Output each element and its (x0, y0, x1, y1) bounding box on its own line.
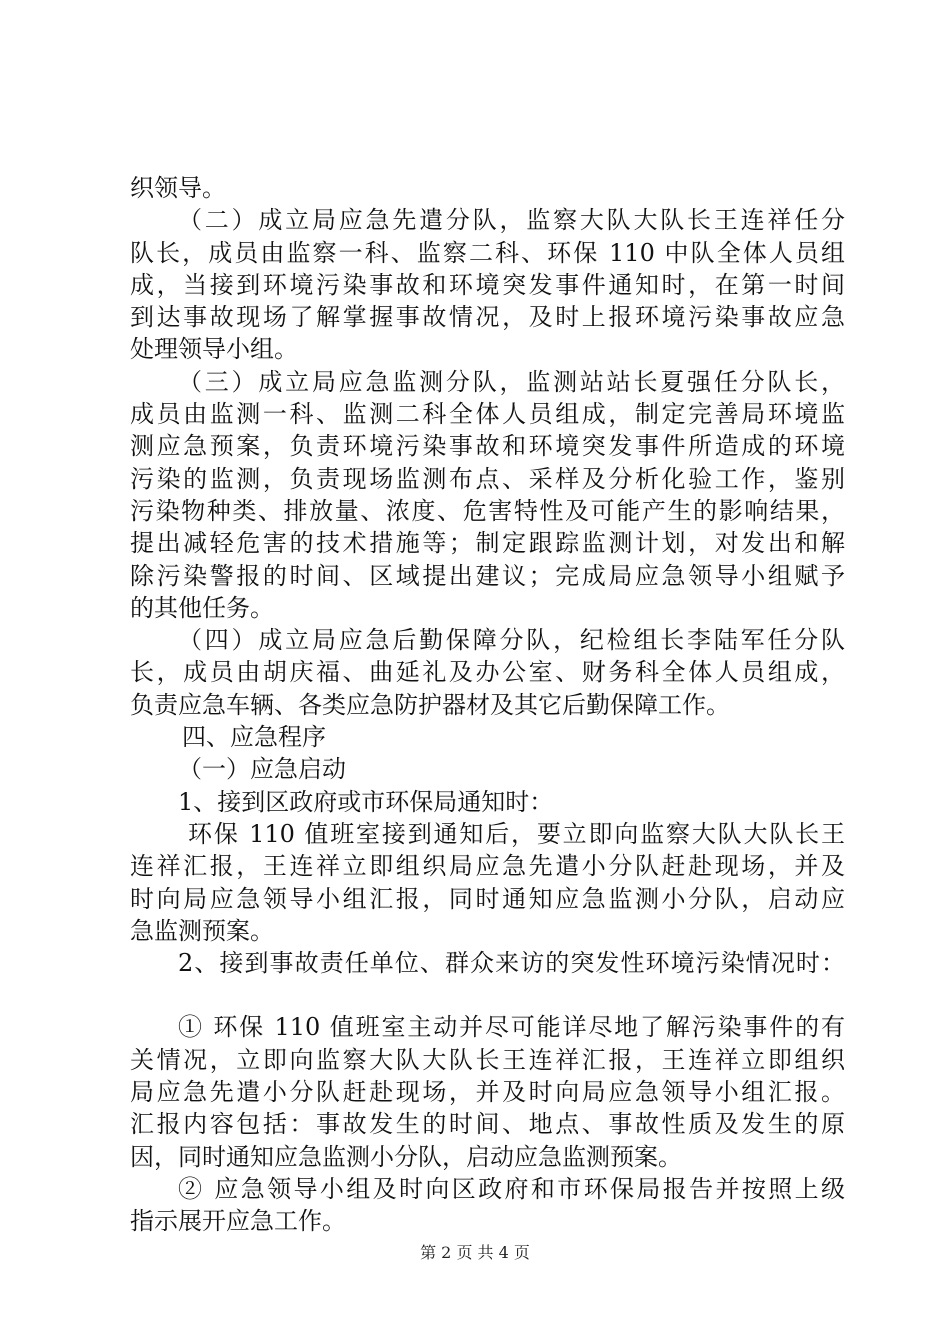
page-number-footer: 第 2 页 共 4 页 (420, 1243, 530, 1262)
text-line: （三）成立局应急监测分队，监测站站长夏强任分队长， (178, 367, 845, 396)
text-line: 成员由监测一科、监测二科全体人员组成，制定完善局环境监 (130, 400, 845, 429)
text-line: 测应急预案，负责环境污染事故和环境突发事件所造成的环境 (130, 432, 845, 461)
text-line: 长，成员由胡庆福、曲延礼及办公室、财务科全体人员组成， (130, 658, 845, 687)
text-line: 2、接到事故责任单位、群众来访的突发性环境污染情况时： (178, 949, 845, 978)
text-line: 汇报内容包括：事故发生的时间、地点、事故性质及发生的原 (130, 1110, 845, 1139)
section-heading: 四、应急程序 (182, 723, 326, 752)
text-line: 处理领导小组。 (130, 335, 298, 364)
text-line: 关情况，立即向监察大队大队长王连祥汇报，王连祥立即组织 (130, 1045, 845, 1074)
text-line: ② 应急领导小组及时向区政府和市环保局报告并按照上级 (178, 1174, 845, 1203)
text-line: 提出减轻危害的技术措施等；制定跟踪监测计划，对发出和解 (130, 529, 845, 558)
text-line: 的其他任务。 (130, 593, 274, 622)
text-line: 连祥汇报，王连祥立即组织局应急先遣小分队赶赴现场，并及 (130, 852, 845, 881)
text-line: 因，同时通知应急监测小分队，启动应急监测预案。 (130, 1142, 682, 1171)
text-line: 指示展开应急工作。 (130, 1207, 346, 1236)
subsection-heading: （一）应急启动 (178, 755, 346, 784)
text-line: 环保 110 值班室接到通知后，要立即向监察大队大队长王 (188, 819, 845, 848)
text-line: 织领导。 (130, 174, 226, 202)
text-line: 时向局应急领导小组汇报，同时通知应急监测小分队，启动应 (130, 884, 845, 913)
document-body (130, 172, 845, 1238)
text-line: 污染的监测，负责现场监测布点、采样及分析化验工作，鉴别 (130, 464, 845, 493)
blank-line (130, 979, 845, 1011)
text-line: （二）成立局应急先遣分队，监察大队大队长王连祥任分 (178, 206, 845, 235)
text-line: 急监测预案。 (130, 916, 274, 945)
text-line: 成，当接到环境污染事故和环境突发事件通知时，在第一时间 (130, 270, 845, 299)
text-line: 除污染警报的时间、区域提出建议；完成局应急领导小组赋予 (130, 561, 845, 590)
text-line: 负责应急车辆、各类应急防护器材及其它后勤保障工作。 (130, 690, 730, 719)
text-line: 污染物种类、排放量、浓度、危害特性及可能产生的影响结果， (130, 496, 845, 525)
text-line: 队长，成员由监察一科、监察二科、环保 110 中队全体人员组 (130, 238, 845, 267)
text-line: 到达事故现场了解掌握事故情况，及时上报环境污染事故应急 (130, 303, 845, 332)
text-line: 局应急先遣小分队赶赴现场，并及时向局应急领导小组汇报。 (130, 1078, 845, 1107)
text-line: （四）成立局应急后勤保障分队，纪检组长李陆军任分队 (178, 626, 845, 655)
text-line: ① 环保 110 值班室主动并尽可能详尽地了解污染事件的有 (178, 1013, 845, 1042)
text-line: 1、接到区政府或市环保局通知时： (178, 787, 554, 816)
